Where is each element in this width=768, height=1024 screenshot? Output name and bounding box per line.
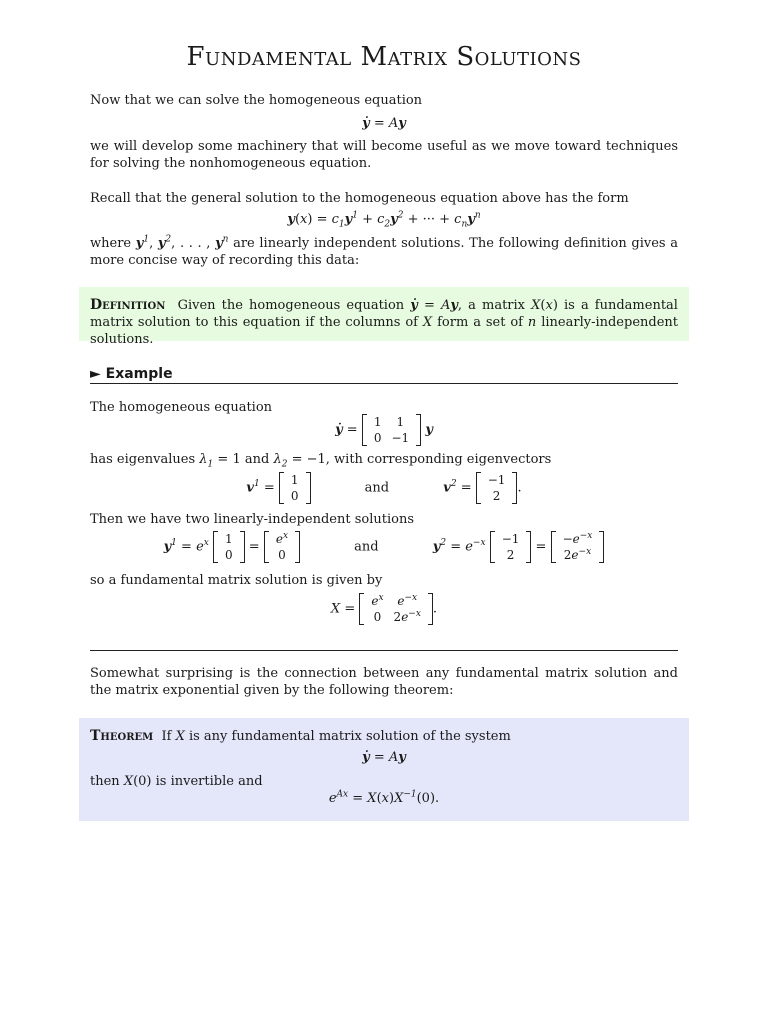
theorem-label: Theorem bbox=[90, 728, 154, 744]
intro-paragraph-2: we will develop some machinery that will become useful as we move toward techniques for solving the nonhomogeneous equation. bbox=[90, 139, 678, 171]
page-title: Fundamental Matrix Solutions bbox=[186, 42, 582, 72]
closing-paragraph: Somewhat surprising is the connection between any fundamental matrix solution and the matrix exponential given by the following theorem: bbox=[90, 666, 678, 698]
equation-homogeneous: ẏ = Ay bbox=[362, 116, 406, 131]
equation-general-solution: $y(x) = c_1y^1 + c_2y^2$ + ··· + $c_ny^n$ bbox=[287, 210, 481, 230]
example-line-4: so a fundamental matrix solution is given by bbox=[90, 573, 383, 588]
matrix-y2-result: $-e^{-x}$ $2e^{-x}$ bbox=[551, 531, 605, 563]
matrix-y2-vector: −1 2 bbox=[490, 531, 532, 563]
theorem-line-1: Theorem If X is any fundamental matrix solution of the system bbox=[90, 728, 511, 744]
intro-paragraph-4: where $y^1$, $y^2$, . . . , $y^n$ are linearly independent solutions. The following definition gives a more concise way of recording this data: bbox=[90, 234, 678, 268]
matrix-A: 1 1 0 −1 bbox=[362, 414, 421, 446]
theorem-line-2: then X(0) is invertible and bbox=[90, 774, 263, 789]
equation-eigenvectors: $v^1$ = 1 0 and $v^2$ = −1 2 . bbox=[246, 473, 522, 503]
intro-paragraph-3: Recall that the general solution to the homogeneous equation above has the form bbox=[90, 191, 629, 206]
example-line-1: The homogeneous equation bbox=[90, 400, 273, 415]
vector-v2: −1 2 bbox=[476, 472, 518, 504]
equation-theorem-system: ẏ = Ay bbox=[362, 750, 406, 765]
example-end-rule bbox=[90, 650, 678, 651]
equation-solutions: $y^1 = e^x$ 1 0 = $e^x$ 0 and $y^2 = e^{-x}$ −1 2 = $-e^{-x}$ $2e^{-x}$ bbox=[90, 531, 678, 563]
example-heading[interactable]: ► Example bbox=[90, 366, 173, 382]
equation-example-system: ẏ = 1 1 0 −1 y bbox=[335, 415, 433, 445]
matrix-y1-vector: 1 0 bbox=[213, 531, 245, 563]
definition-text: Definition Given the homogeneous equation ẏ = Ay, a matrix X(x) is a fundamental matrix solution to this equation if the columns of X form a set of n linearly-independent solutions. bbox=[90, 297, 679, 347]
intro-paragraph-1: Now that we can solve the homogeneous equation bbox=[90, 93, 423, 108]
example-line-2: has eigenvalues $\lambda_1 = 1$ and $\lambda_2 = -1$, with corresponding eigenvectors bbox=[90, 452, 552, 470]
matrix-y1-result: $e^x$ 0 bbox=[264, 531, 300, 563]
example-line-3: Then we have two linearly-independent solutions bbox=[90, 512, 414, 527]
vector-v1: 1 0 bbox=[279, 472, 311, 504]
example-heading-rule bbox=[90, 383, 678, 384]
definition-label: Definition bbox=[90, 297, 166, 313]
matrix-X: $e^x$ $e^{-x}$ 0 $2e^{-x}$ bbox=[359, 593, 433, 625]
equation-matrix-exponential: $e^{Ax} = X(x)X^{-1}(0)$. bbox=[328, 789, 440, 806]
equation-fundamental-matrix: X = $e^x$ $e^{-x}$ 0 $2e^{-x}$ . bbox=[330, 593, 438, 624]
